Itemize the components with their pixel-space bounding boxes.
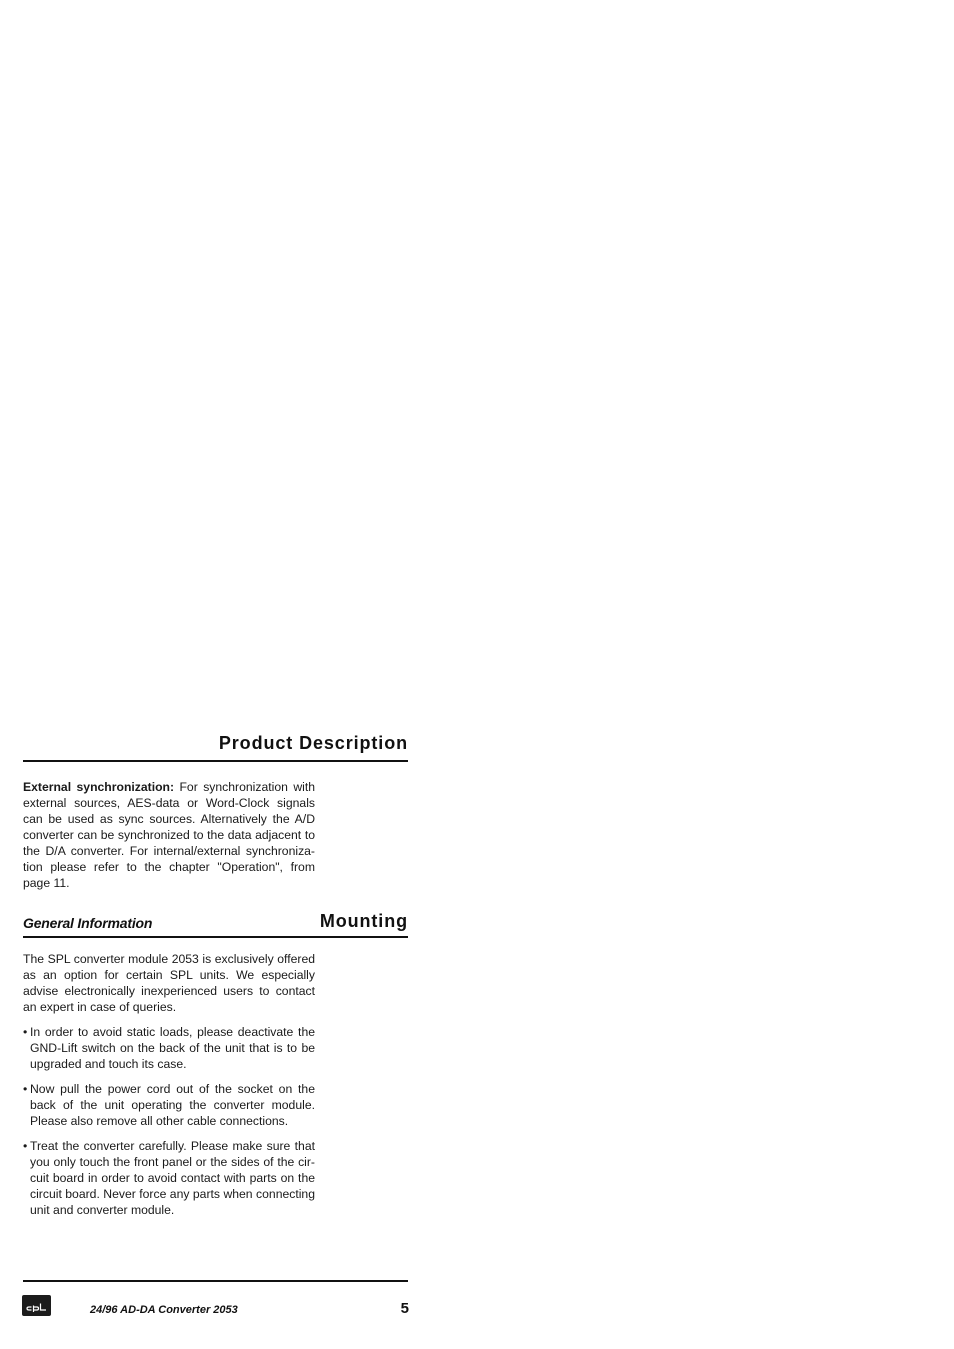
external-sync-lead: External synchronization: — [23, 780, 175, 794]
bullet-mark: • — [23, 1025, 28, 1039]
footer-rule — [23, 1280, 408, 1282]
list-item-text: In order to avoid static loads, please deactivate the GND-Lift switch on the back of the unit that is to be upgraded and touch its case. — [30, 1025, 315, 1071]
list-item-text: Now pull the power cord out of the socket on the back of the unit operating the converter module. Please also remove all other cable connections. — [30, 1082, 315, 1128]
bullet-mark: • — [23, 1139, 28, 1153]
page-number: 5 — [400, 1300, 409, 1317]
general-information-heading: General Information — [23, 915, 153, 931]
list-item — [23, 1024, 315, 1072]
list-item-text: Treat the converter carefully. Please make sure that you only touch the front panel or the sides of the cir-cuit board in order to avoid contact with parts on the circuit board. Never force any parts when connecting unit and converter module. — [30, 1139, 315, 1217]
mounting-rule — [23, 936, 408, 938]
footer-product-title: 24/96 AD-DA Converter 2053 — [90, 1304, 238, 1316]
page-section-title: Product Description — [218, 733, 408, 753]
external-sync-text: For synchronization with external sources, AES-data or Word-Clock signals can be used as sync sources. Alternatively the A/D converter can be synchronized to the data adjacent to the D/A converter. For internal/external synchroniza-tion please refer to the chapter "Operation", from page 11. — [23, 780, 315, 890]
list-item — [23, 1081, 315, 1129]
external-sync-paragraph — [23, 779, 315, 891]
list-item — [23, 1138, 315, 1218]
mounting-intro-paragraph: The SPL converter module 2053 is exclusively offered as an option for certain SPL units. We especially advise electronically inexperienced users to contact an expert in case of queries. — [23, 952, 315, 1014]
spl-logo-icon — [22, 1295, 51, 1316]
mounting-title: Mounting — [319, 911, 408, 931]
header-rule — [23, 760, 408, 762]
mounting-steps-list — [23, 1024, 315, 1227]
bullet-mark: • — [23, 1082, 28, 1096]
